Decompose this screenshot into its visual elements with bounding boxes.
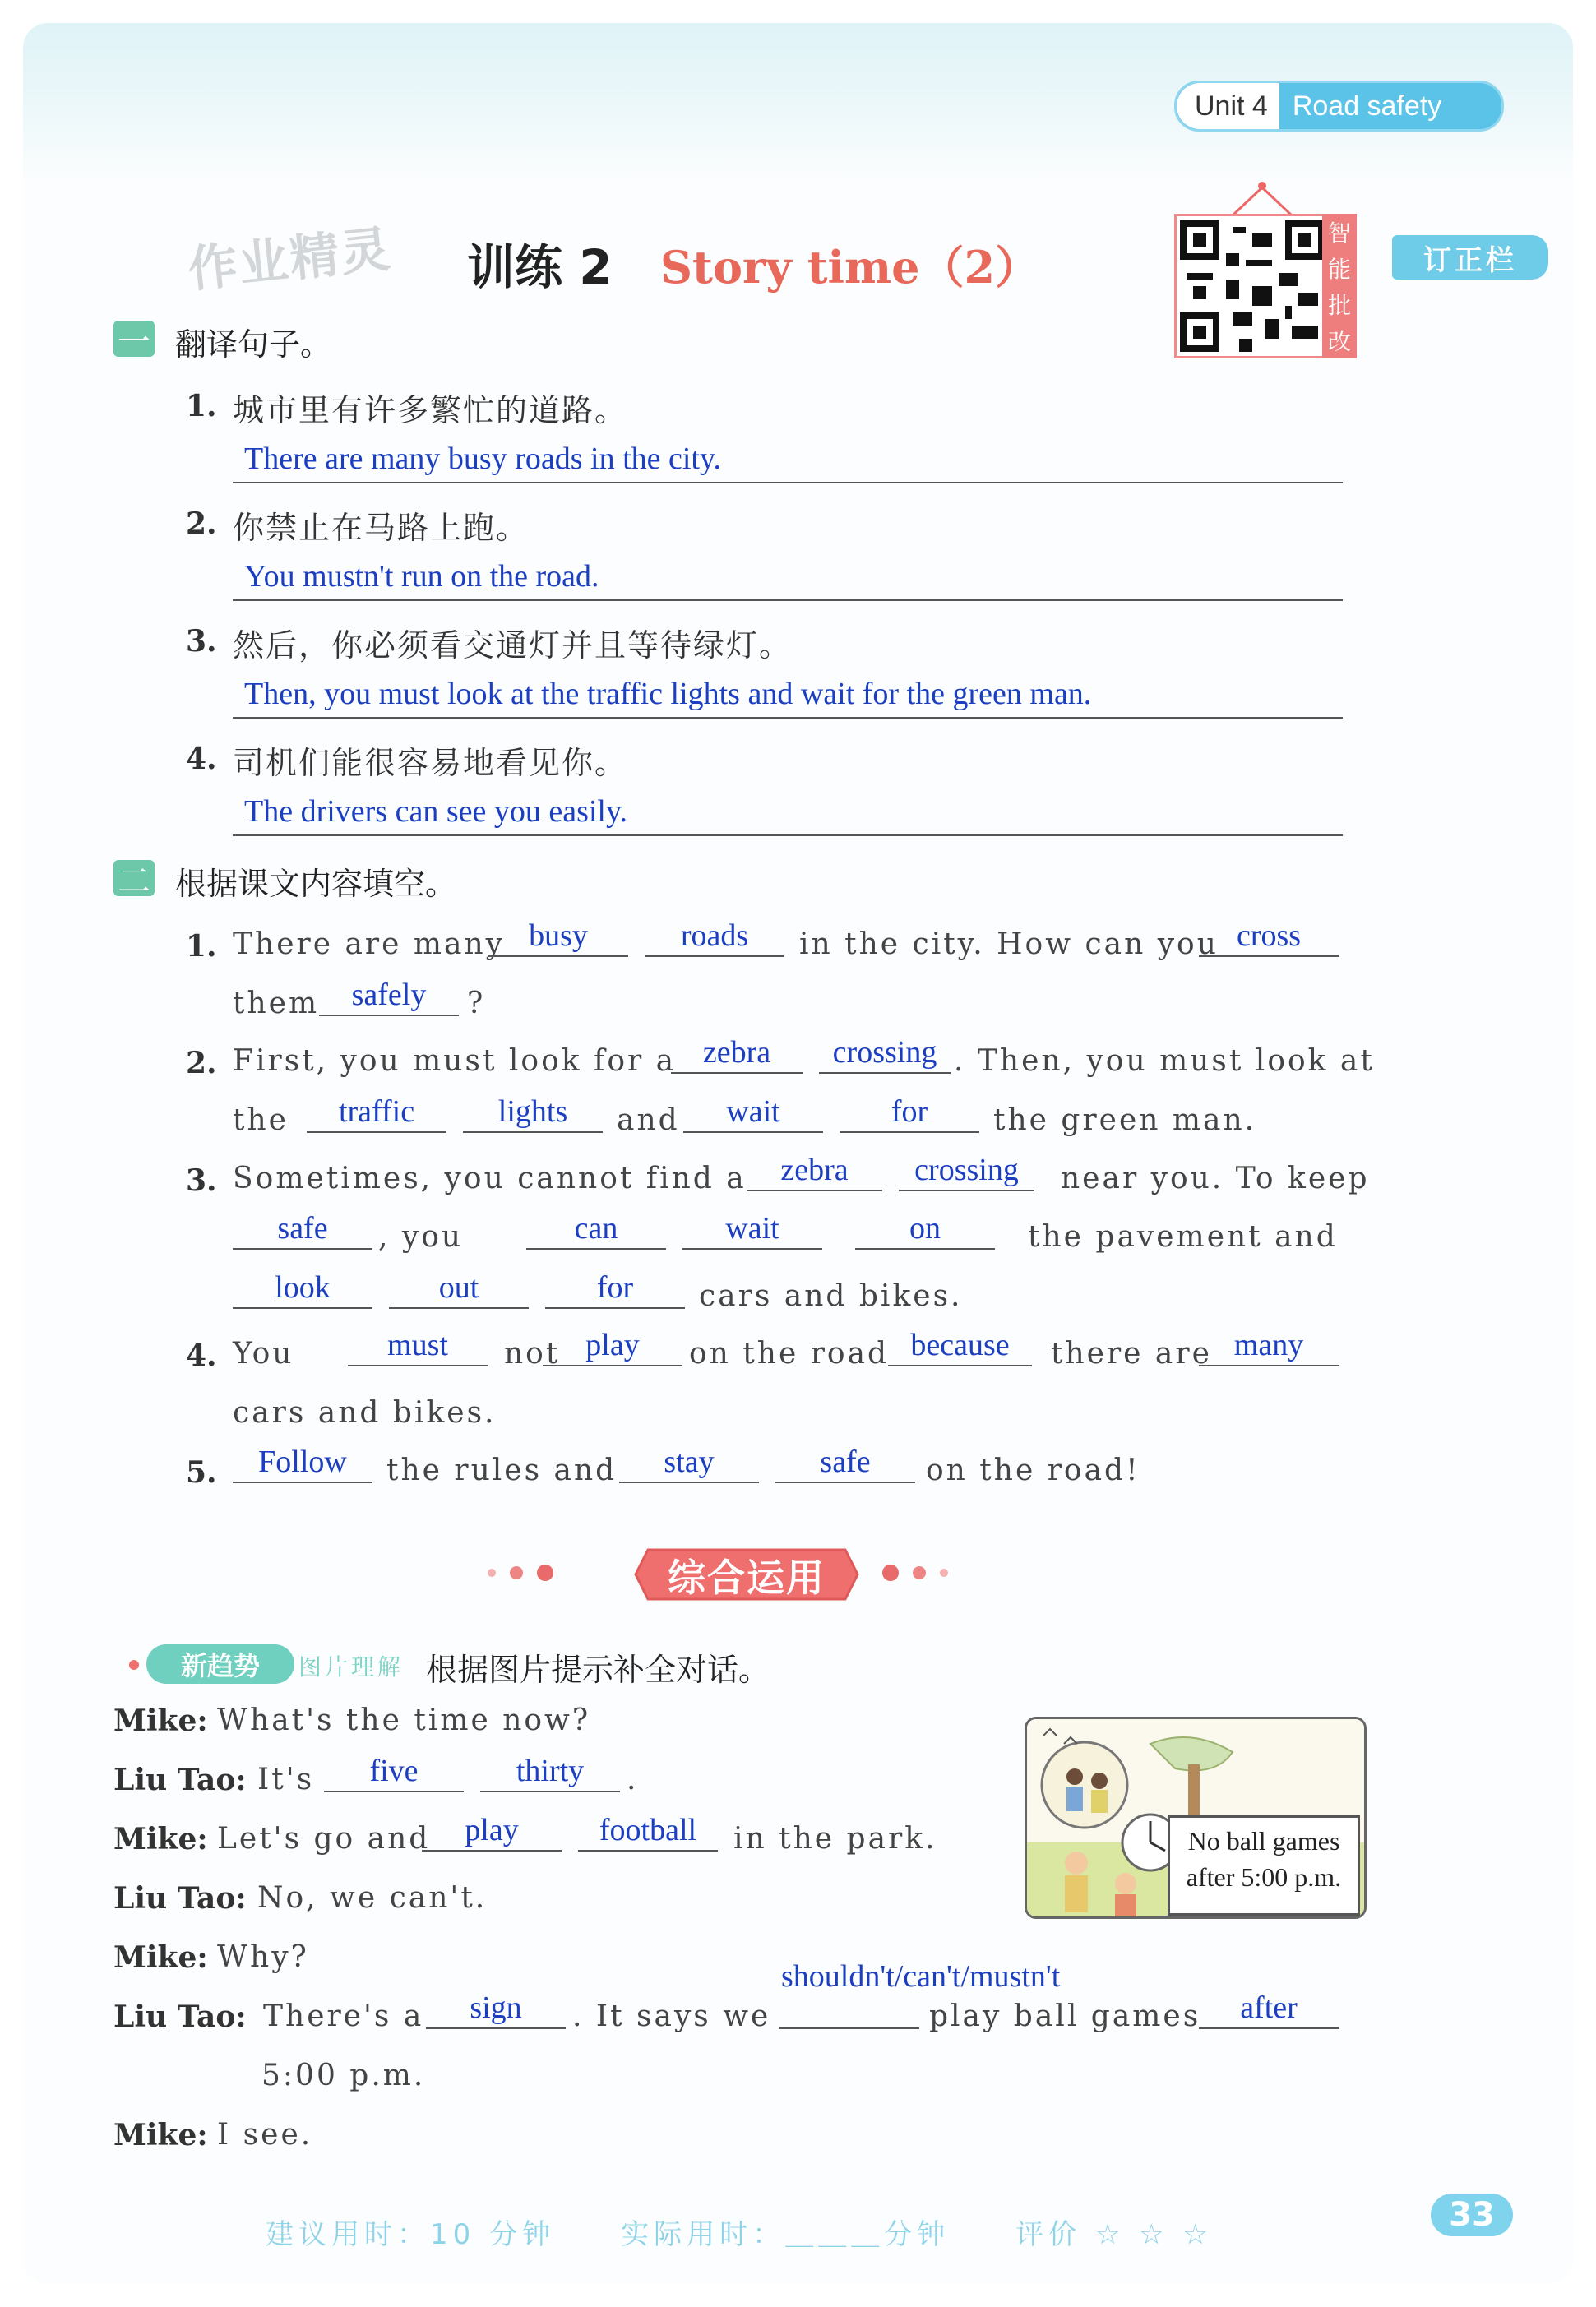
item-number: 5.	[186, 1455, 217, 1490]
dialogue-text: No, we can't.	[257, 1881, 488, 1915]
answer-text: The drivers can see you easily.	[244, 794, 628, 829]
speaker: Liu Tao:	[113, 1881, 247, 1916]
section-badge: 二	[113, 860, 155, 896]
fill-blank[interactable]: Follow	[233, 1445, 372, 1483]
dialogue-text: It's	[257, 1763, 315, 1796]
text: You	[233, 1337, 294, 1371]
fill-blank[interactable]: look	[233, 1271, 372, 1309]
section-banner: 综合运用	[668, 1556, 826, 1600]
fill-blank[interactable]: on	[855, 1212, 995, 1250]
answer-text: There are many busy roads in the city.	[244, 442, 722, 476]
fill-blank[interactable]: for	[545, 1271, 685, 1309]
speaker: Liu Tao:	[113, 2000, 247, 2034]
sign-line: after 5:00 p.m.	[1186, 1862, 1342, 1892]
text: the pavement and	[1028, 1220, 1338, 1254]
chinese-sentence: 你禁止在马路上跑。	[233, 510, 530, 546]
text: on the road!	[926, 1454, 1140, 1487]
chinese-sentence: 司机们能很容易地看见你。	[233, 745, 628, 781]
speaker: Mike:	[113, 1704, 208, 1738]
text: cars and bikes.	[699, 1279, 963, 1313]
dialogue-text: Let's go and	[217, 1822, 431, 1856]
fill-blank[interactable]: must	[348, 1329, 488, 1366]
fill-blank[interactable]: play	[543, 1329, 682, 1366]
fill-blank[interactable]: lights	[463, 1095, 603, 1133]
fill-blank[interactable]: can	[526, 1212, 666, 1250]
answer-line[interactable]	[233, 669, 1343, 719]
unit-label: Unit 4	[1177, 83, 1279, 129]
fill-blank[interactable]: roads	[645, 919, 784, 957]
watermark-logo: 作业精灵	[185, 220, 395, 299]
item-number: 3.	[186, 1163, 217, 1198]
item-number: 4.	[186, 1338, 217, 1373]
fill-blank[interactable]: after	[1199, 1991, 1339, 2029]
text: in the city. How can you	[799, 927, 1219, 961]
text: First, you must look for a	[233, 1044, 677, 1078]
text: There are many	[233, 927, 506, 961]
fill-blank[interactable]: crossing	[899, 1154, 1034, 1191]
answer-line[interactable]	[233, 434, 1343, 483]
hanger-icon	[1229, 181, 1295, 217]
text: the	[233, 1103, 289, 1137]
exercise-title: 训练 2	[467, 239, 613, 295]
fill-blank[interactable]: out	[389, 1271, 529, 1309]
correction-column-label: 订正栏	[1392, 235, 1548, 280]
text: , you	[378, 1220, 464, 1254]
dialogue-text: in the park.	[733, 1822, 937, 1856]
dialogue-text: play ball games	[929, 2000, 1201, 2033]
trend-subtitle: 图片理解	[298, 1653, 405, 1681]
workbook-page	[23, 23, 1573, 2284]
item-number: 3.	[186, 624, 217, 659]
text: not	[504, 1337, 561, 1371]
fill-blank[interactable]: busy	[488, 919, 628, 957]
fill-blank[interactable]: zebra	[671, 1036, 803, 1074]
text: there are	[1051, 1337, 1212, 1371]
text: Sometimes, you cannot find a	[233, 1162, 747, 1195]
fill-blank[interactable]: five	[324, 1755, 464, 1792]
fill-blank[interactable]: wait	[682, 1212, 822, 1250]
fill-blank[interactable]: many	[1199, 1329, 1339, 1366]
unit-pill	[1174, 81, 1504, 132]
dots-right-icon	[878, 1560, 977, 1585]
dialogue-text: Why?	[217, 1940, 309, 1974]
chinese-sentence: 然后，你必须看交通灯并且等待绿灯。	[233, 627, 793, 663]
item-number: 1.	[186, 929, 217, 964]
text: ?	[467, 987, 486, 1020]
answer-line[interactable]	[233, 787, 1343, 836]
qr-tag-char: 批	[1327, 292, 1351, 319]
speaker: Mike:	[113, 2118, 208, 2152]
fill-blank[interactable]: cross	[1199, 919, 1339, 957]
fill-blank[interactable]: stay	[619, 1445, 759, 1483]
chinese-sentence: 城市里有许多繁忙的道路。	[233, 392, 628, 428]
text: near you. To keep	[1061, 1162, 1370, 1195]
dialogue-text: .	[627, 1763, 639, 1796]
text: on the road	[689, 1337, 890, 1371]
page-number: 33	[1431, 2194, 1513, 2236]
section-heading: 翻译句子。	[175, 326, 332, 363]
dialogue-text: I see.	[217, 2118, 313, 2152]
text: . Then, you must look at	[954, 1044, 1375, 1078]
qr-tag-char: 智	[1327, 220, 1351, 247]
fill-blank[interactable]: play	[422, 1814, 562, 1852]
qr-code-icon	[1180, 219, 1325, 354]
speaker: Mike:	[113, 1822, 208, 1856]
fill-blank[interactable]: sign	[426, 1991, 566, 2029]
exercise-subtitle: Story time（2）	[660, 241, 1040, 294]
fill-blank[interactable]: football	[578, 1814, 718, 1852]
footer-note: 建议用时：10 分钟 实际用时：＿＿＿分钟 评价 ☆ ☆ ☆	[266, 2218, 1213, 2251]
bullet-icon	[128, 1659, 140, 1671]
dialogue-text: What's the time now?	[217, 1704, 591, 1737]
answer-text: Then, you must look at the traffic lights and wait for the green man.	[244, 677, 1092, 711]
item-number: 1.	[186, 389, 217, 423]
dialogue-text: 5:00 p.m.	[261, 2059, 426, 2092]
item-number: 2.	[186, 506, 217, 541]
section-heading: 根据课文内容填空。	[175, 866, 457, 902]
fill-blank[interactable]: safe	[233, 1212, 372, 1250]
text: and	[617, 1103, 680, 1137]
dialogue-text: There's a	[263, 2000, 424, 2033]
park-sign	[1168, 1815, 1360, 1916]
text: cars and bikes.	[233, 1396, 497, 1430]
dialogue-text: . It says we	[572, 2000, 771, 2033]
qr-tag	[1322, 214, 1357, 358]
unit-title: Road safety	[1292, 90, 1442, 122]
fill-blank[interactable]: crossing	[819, 1036, 951, 1074]
answer-text: You mustn't run on the road.	[244, 559, 599, 594]
speaker: Mike:	[113, 1940, 208, 1975]
trend-badge: 新趋势	[146, 1644, 294, 1684]
answer-line[interactable]	[233, 552, 1343, 601]
qr-tag-char: 改	[1327, 328, 1351, 355]
speaker: Liu Tao:	[113, 1763, 247, 1797]
fill-blank[interactable]: traffic	[307, 1095, 446, 1133]
item-number: 4.	[186, 742, 217, 776]
fill-blank[interactable]: zebra	[747, 1154, 882, 1191]
qr-tag-char: 能	[1327, 256, 1351, 283]
text: the rules and	[386, 1454, 618, 1487]
fill-blank[interactable]: safe	[775, 1445, 915, 1483]
answer-above-blank: shouldn't/can't/mustn't	[781, 1959, 1061, 1994]
text: them	[233, 987, 320, 1020]
dots-left-icon	[483, 1560, 582, 1585]
item-number: 2.	[186, 1046, 217, 1080]
instruction: 根据图片提示补全对话。	[426, 1652, 770, 1688]
fill-blank[interactable]: thirty	[480, 1755, 620, 1792]
text: the green man.	[993, 1103, 1257, 1137]
fill-blank[interactable]: because	[888, 1329, 1032, 1366]
fill-blank[interactable]: for	[840, 1095, 979, 1133]
fill-blank[interactable]	[779, 1991, 919, 2029]
sign-line: No ball games	[1187, 1826, 1340, 1856]
fill-blank[interactable]: safely	[319, 978, 459, 1016]
section-badge: 一	[113, 321, 155, 357]
fill-blank[interactable]: wait	[683, 1095, 823, 1133]
